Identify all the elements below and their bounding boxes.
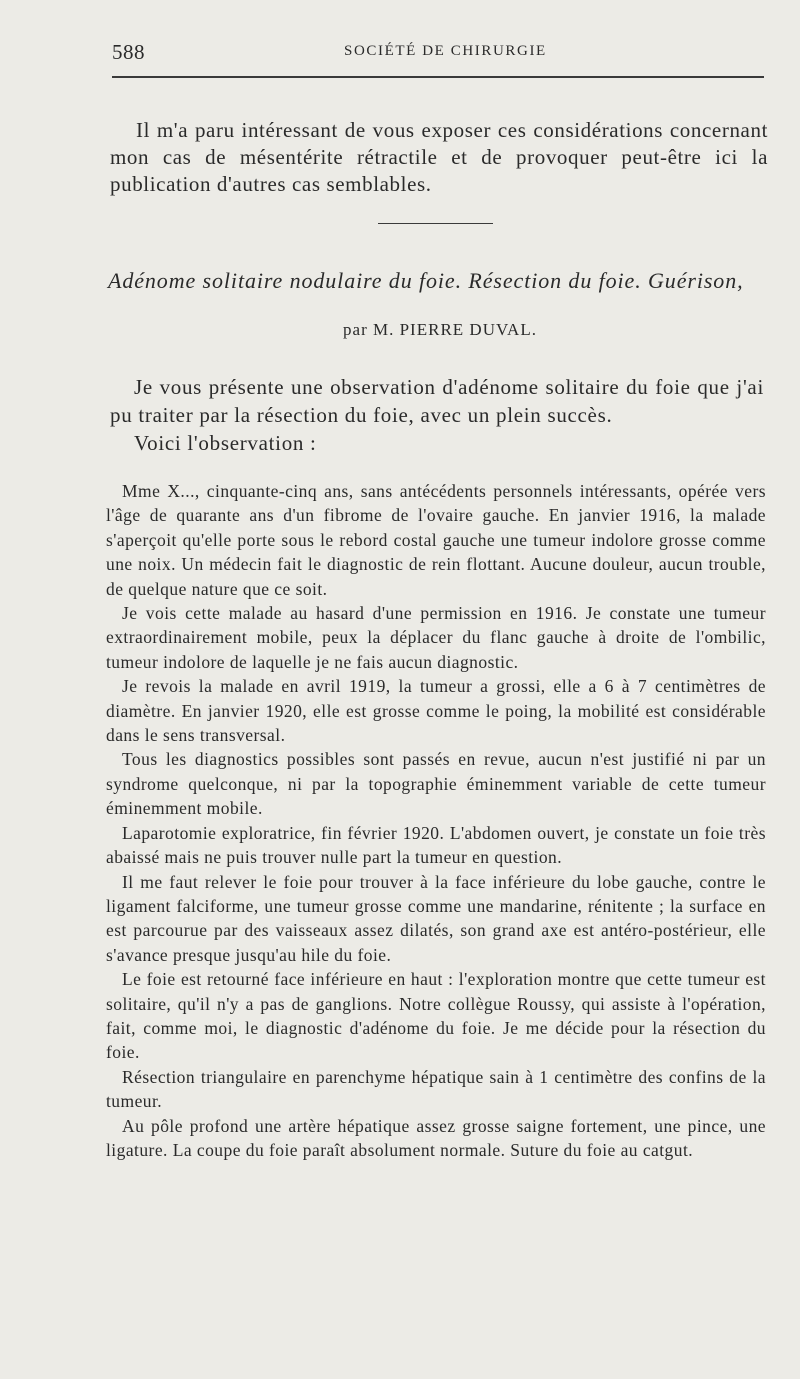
article-title: Adénome solitaire nodulaire du foie. Résection du foie. Guérison, — [108, 268, 744, 293]
observation-paragraph: Je revois la malade en avril 1919, la tumeur a grossi, elle a 6 à 7 centimètres de diamètre. En janvier 1920, elle est grosse comme le poing, la mobilité est considérable dans le sens transversal. — [106, 676, 766, 746]
header-rule — [112, 76, 764, 78]
observation-text — [106, 479, 766, 1162]
observation-paragraph: Au pôle profond une artère hépatique assez grosse saigne fortement, une pince, une ligature. La coupe du foie paraît absolument normale. Suture du foie au catgut. — [106, 1115, 766, 1160]
intro-paragraph: Il m'a paru intéressant de vous exposer ces considérations concernant mon cas de mésentérite rétractile et de provoquer peut-être ici la publication d'autres cas semblables. — [110, 118, 768, 196]
byline: par M. PIERRE DUVAL. — [343, 320, 537, 339]
observation-paragraph: Laparotomie exploratrice, fin février 1920. L'abdomen ouvert, je constate un foie très abaissé mais ne puis trouver nulle part la tumeur en question. — [106, 822, 766, 868]
running-head: SOCIÉTÉ DE CHIRURGIE — [344, 43, 547, 59]
page-number: 588 — [112, 40, 145, 64]
lead-paragraph: Je vous présente une observation d'adénome solitaire du foie que j'ai pu traiter par la résection du foie, avec un plein succès. — [110, 375, 764, 427]
observation-paragraph: Mme X..., cinquante-cinq ans, sans antécédents personnels intéressants, opérée vers l'âge de quarante ans d'un fibrome de l'ovaire gauche. En janvier 1916, la malade s'aperçoit qu'elle porte sous le rebord costal gauche une tumeur indolore grosse comme une noix. Un médecin fait le diagnostic de rein flottant. Aucune douleur, aucun trouble, de quelque nature que ce soit. — [106, 481, 766, 599]
observation-paragraph: Résection triangulaire en parenchyme hépatique sain à 1 centimètre des confins de la tumeur. — [106, 1066, 766, 1112]
observation-paragraph: Je vois cette malade au hasard d'une permission en 1916. Je constate une tumeur extraordinairement mobile, peux la déplacer du flanc gauche à droite de l'ombilic, tumeur indolore de laquelle je ne fais aucun diagnostic. — [106, 603, 766, 672]
observation-paragraph: Il me faut relever le foie pour trouver à la face inférieure du lobe gauche, contre le ligament falciforme, une tumeur grosse comme une mandarine, rénitente ; la surface en est parcourue par des vaisseaux assez dilatés, son grand axe est antéro-postérieur, elle s'avance presque jusqu'au hile du foie. — [106, 871, 766, 965]
lead-paragraph: Voici l'observation : — [134, 431, 317, 455]
lead-text — [110, 373, 764, 457]
section-separator — [378, 223, 493, 224]
page-header — [112, 36, 764, 66]
observation-paragraph: Le foie est retourné face inférieure en haut : l'exploration montre que cette tumeur est solitaire, qu'il n'y a pas de ganglions. Notre collègue Roussy, qui assiste à l'opération, fait, comme moi, le diagnostic d'adénome du foie. Je me décide pour la résection du foie. — [106, 969, 766, 1063]
observation-paragraph: Tous les diagnostics possibles sont passés en revue, aucun n'est justifié ni par un syndrome quelconque, ni par la topographie éminemment variable de cette tumeur éminemment mobile. — [106, 749, 766, 819]
